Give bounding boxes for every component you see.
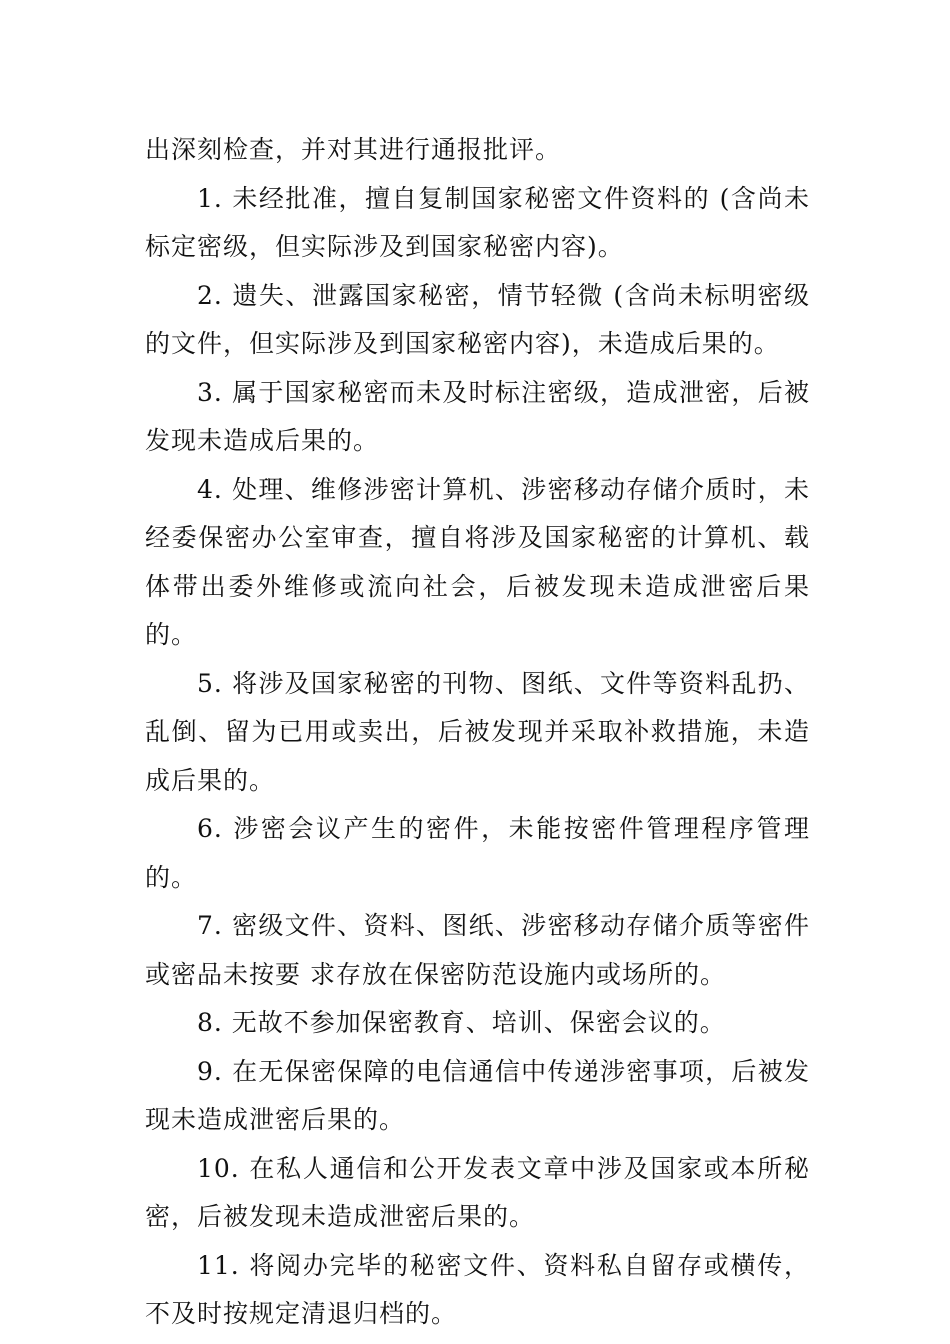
- list-item-10: 10. 在私人通信和公开发表文章中涉及国家或本所秘密，后被发现未造成泄密后果的。: [145, 1153, 810, 1231]
- list-item-7: 7. 密级文件、资料、图纸、涉密移动存储介质等密件或密品未按要 求存放在保密防范设施内或场所的。: [145, 911, 810, 989]
- list-item-1: 1. 未经批准，擅自复制国家秘密文件资料的 (含尚未标定密级，但实际涉及到国家秘密内容)。: [145, 183, 810, 261]
- list-item-6: 6. 涉密会议产生的密件，未能按密件管理程序管理的。: [145, 814, 810, 892]
- list-item-11: 11. 将阅办完毕的秘密文件、资料私自留存或横传，不及时按规定清退归档的。: [145, 1250, 810, 1328]
- list-item-9: 9. 在无保密保障的电信通信中传递涉密事项，后被发现未造成泄密后果的。: [145, 1056, 810, 1134]
- list-item-5: 5. 将涉及国家秘密的刊物、图纸、文件等资料乱扔、乱倒、留为已用或卖出，后被发现并采取补救措施，未造成后果的。: [145, 668, 810, 795]
- list-item-4: 4. 处理、维修涉密计算机、涉密移动存储介质时，未经委保密办公室审查，擅自将涉及国家秘密的计算机、载体带出委外维修或流向社会，后被发现未造成泄密后果的。: [145, 474, 810, 649]
- document-body: [145, 126, 810, 1339]
- list-item-3: 3. 属于国家秘密而未及时标注密级，造成泄密，后被发现未造成后果的。: [145, 377, 810, 455]
- paragraph-continuation: 出深刻检查，并对其进行通报批评。: [145, 135, 562, 164]
- list-item-8: 8. 无故不参加保密教育、培训、保密会议的。: [197, 1008, 726, 1037]
- list-item-2: 2. 遗失、泄露国家秘密，情节轻微 (含尚未标明密级的文件，但实际涉及到国家秘密内容)，未造成后果的。: [145, 280, 810, 358]
